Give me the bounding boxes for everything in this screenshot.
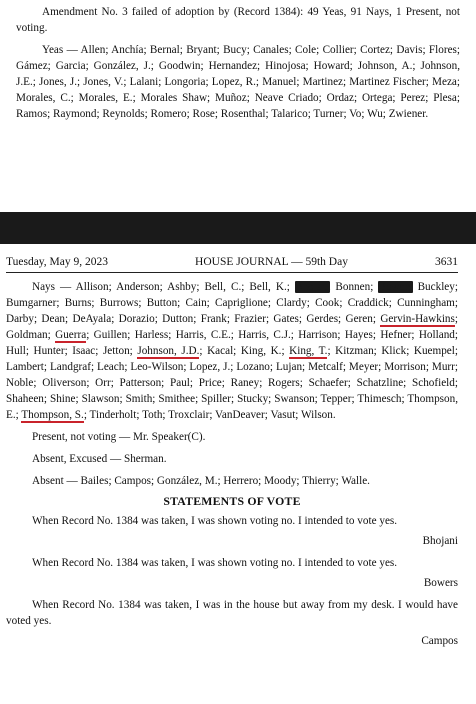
nays-text: Nays — Allison; Anderson; Ashby; Bell, C.; Bell, K.; <box>32 281 295 293</box>
nays-text: ; Goldman; <box>6 313 458 341</box>
absent-list: Absent — Bailes; Campos; González, M.; Herrero; Moody; Thierry; Walle. <box>32 475 370 487</box>
statements-heading: STATEMENTS OF VOTE <box>163 494 301 508</box>
nays-text: ; Kacal; King, K.; <box>199 345 290 357</box>
underlined-name: Johnson, J.D. <box>137 345 200 357</box>
header-journal-title: HOUSE JOURNAL — 59th Day <box>195 256 348 268</box>
statement-signature: Bowers <box>423 577 458 589</box>
redacted-name: Bhojani <box>294 281 331 293</box>
nays-text: ; Kitzman; Klick; Kuempel; Lambert; Landgraf; Leach; Leo-Wilson; Lopez, J.; Lozano; Lujan; Metcalf; Meyer; Morrison; Murr; Noble; Oliverson; Orr; Patterson; Paul; Price; Raney; Rogers; Schaefer; Schatzline; Schofield; Shaheen; Shine; Slawson; Smith; Smithee; Spiller; Stucky; Swanson; Tepper; Thimesch; Thompson, E.; <box>6 345 458 421</box>
redacted-name: Bowers <box>378 281 413 293</box>
statement-text: When Record No. 1384 was taken, I was in the house but away from my desk. I would have voted yes. <box>6 599 458 627</box>
underlined-name: Thompson, S. <box>21 409 84 421</box>
nays-text: ; Tinderholt; Toth; Troxclair; VanDeaver; Vasut; Wilson. <box>83 409 336 421</box>
nays-text: Bonnen; <box>330 281 379 293</box>
running-head <box>6 254 458 273</box>
nays-text: Buckley; Bumgarner; Burns; Burrows; Button; Cain; Capriglione; Clardy; Cook; Craddick; Cunningham; Darby; Dean; DeAyala; Dorazio; Dutton; Frank; Frazier; Gates; Gerdes; Geren; <box>6 281 458 325</box>
present-not-voting: Present, not voting — Mr. Speaker(C). <box>32 431 206 443</box>
nays-list <box>6 279 458 423</box>
nays-text: ; Guillen; Harless; Harris, C.E.; Harris, C.J.; Harrison; Hayes; Hefner; Holland; Hull; Hunter; Isaac; Jetton; <box>6 329 459 357</box>
statement-signature: Campos <box>421 635 458 647</box>
statement-signature: Bhojani <box>422 535 458 547</box>
page-divider-band <box>0 212 476 244</box>
header-page-number: 3631 <box>434 256 458 268</box>
header-date: Tuesday, May 9, 2023 <box>6 256 109 268</box>
amendment-result: Amendment No. 3 failed of adoption by (Record 1384): 49 Yeas, 91 Nays, 1 Present, not voting. <box>16 6 460 34</box>
underlined-name: King, T. <box>289 345 328 357</box>
statement-text: When Record No. 1384 was taken, I was shown voting no. I intended to vote yes. <box>32 515 398 527</box>
yeas-list: Yeas — Allen; Anchía; Bernal; Bryant; Bucy; Canales; Cole; Collier; Cortez; Davis; Flores; Gámez; Garcia; González, J.; Goodwin; Hernandez; Hinojosa; Howard; Johnson, A.; Johnson, J.E.; Jones, J.; Jones, V.; Lalani; Longoria; Lopez, R.; Manuel; Martinez; Martinez Fischer; Meza; Morales, C.; Morales, E.; Morales Shaw; Muñoz; Neave Criado; Ordaz; Ortega; Perez; Plesa; Ramos; Raymond; Reynolds; Romero; Rose; Rosenthal; Talarico; Turner; Vo; Wu; Zwiener. <box>16 44 460 120</box>
statement-text: When Record No. 1384 was taken, I was shown voting no. I intended to vote yes. <box>32 557 398 569</box>
underlined-name: Gervin-Hawkins <box>380 313 455 325</box>
underlined-name: Guerra <box>55 329 87 341</box>
journal-page <box>0 244 476 704</box>
previous-page-fragment <box>0 0 476 200</box>
page-gap <box>0 200 476 212</box>
absent-excused: Absent, Excused — Sherman. <box>32 453 167 465</box>
